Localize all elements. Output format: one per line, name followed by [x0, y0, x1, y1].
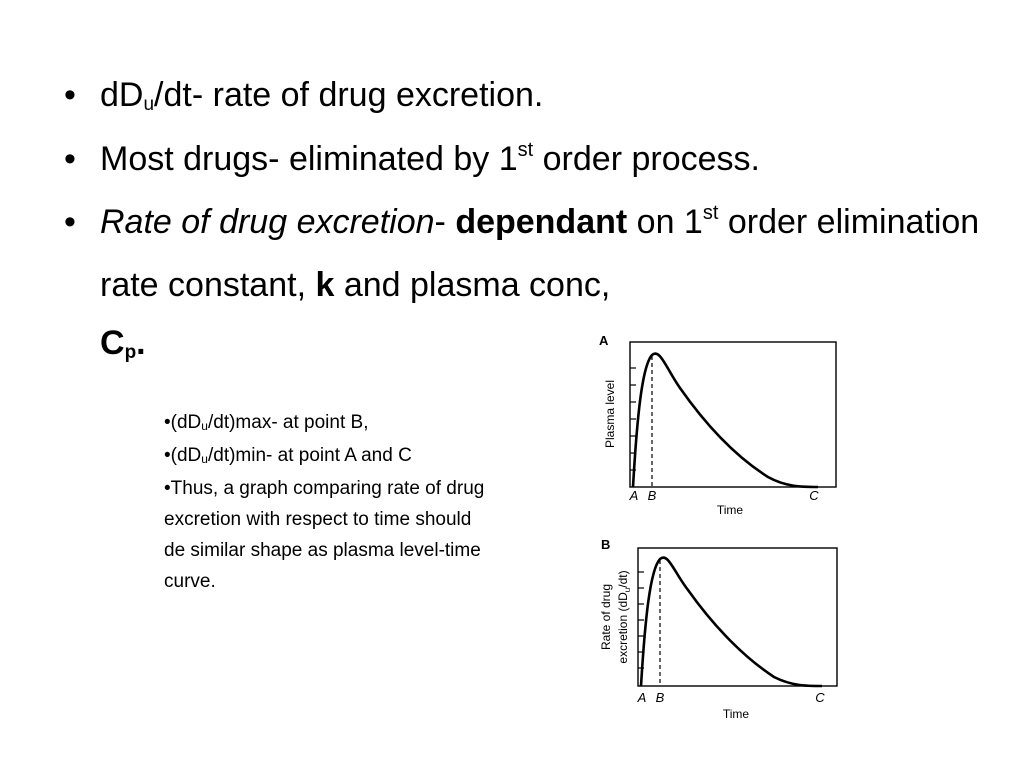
figure-b-plot-frame — [638, 548, 837, 686]
figure-a-point-c: C — [809, 488, 819, 503]
note-thus-line2: excretion with respect to time should — [164, 509, 472, 530]
figure-a-plot-frame — [630, 342, 836, 487]
note-thus-line1: •Thus, a graph comparing rate of drug — [164, 478, 485, 499]
figure-a-curve — [633, 354, 818, 487]
figure-b-point-a: A — [637, 690, 647, 705]
figure-b-excretion-rate — [590, 532, 850, 732]
note-min: •(dDu/dt)min- at point A and C — [164, 445, 412, 466]
figure-a-panel-letter: A — [599, 333, 609, 348]
figure-b-xlabel: Time — [722, 707, 750, 721]
figure-b-curve — [641, 558, 822, 686]
note-max: •(dDu/dt)max- at point B, — [164, 412, 369, 433]
figure-b-panel-letter: B — [601, 537, 611, 552]
bullet-first-order: • Most drugs- eliminated by 1st order process. — [62, 130, 982, 193]
figure-b-ylabel-line1: Rate of drug — [599, 583, 613, 651]
figure-b-ylabel-line2: excretion $(dD_u/dt)$ — [616, 570, 632, 664]
figure-a-xlabel: Time — [716, 503, 744, 517]
note-thus-line4: curve. — [164, 571, 216, 592]
bullet-rate-of-excretion: • dDu/dt- rate of drug excretion. — [62, 66, 982, 130]
notes-block — [164, 407, 584, 597]
figure-b-point-b: B — [655, 690, 665, 705]
figure-a-plasma-level — [590, 328, 850, 528]
figure-a-point-b: B — [647, 488, 657, 503]
figure-b-point-c: C — [815, 690, 825, 705]
figure-a-ylabel: Plasma level — [603, 379, 617, 449]
bullet-dependence: • Rate of drug excretion- dependant on 1st order elimination rate constant, k and plasma conc, Cp. — [62, 193, 982, 378]
figure-a-point-a: A — [629, 488, 639, 503]
note-thus-line3: de similar shape as plasma level-time — [164, 540, 481, 561]
